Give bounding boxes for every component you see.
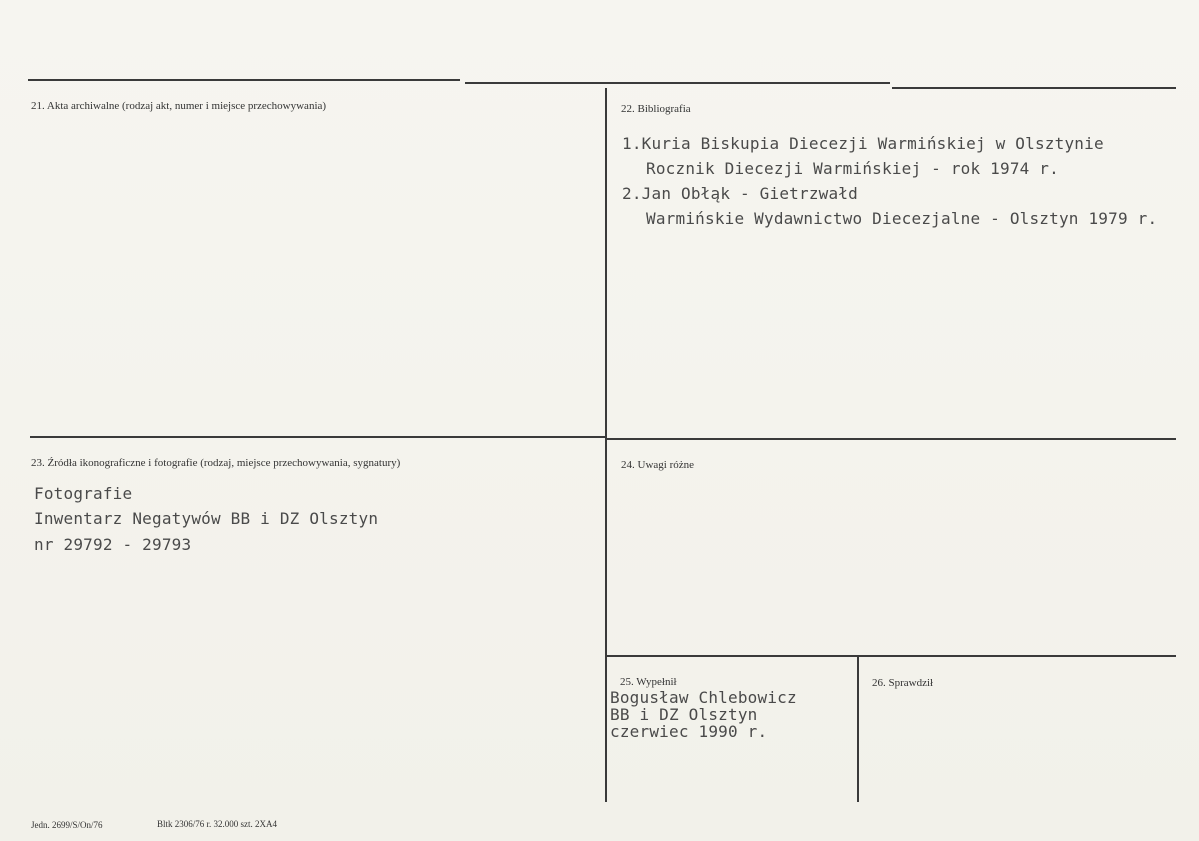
section-22-label: 22. Bibliografia (621, 103, 691, 115)
bibliography-line-1: 1.Kuria Biskupia Diecezji Warmińskiej w Olsztynie (622, 134, 1104, 153)
signature-divider (857, 657, 859, 802)
footer-left: Jedn. 2699/S/On/76 (31, 820, 103, 830)
section-21-label: 21. Akta archiwalne (rodzaj akt, numer i miejsce przechowywania) (31, 100, 327, 112)
footer-right: Bltk 2306/76 r. 32.000 szt. 2XA4 (157, 819, 278, 829)
middle-rule-right (607, 438, 1176, 440)
filled-by-line-3: czerwiec 1990 r. (610, 722, 768, 741)
top-rule-right (892, 87, 1176, 89)
bibliography-line-3: 2.Jan Obłąk - Gietrzwałd (622, 184, 858, 203)
bibliography-line-4: Warmińskie Wydawnictwo Diecezjalne - Olsztyn 1979 r. (646, 209, 1158, 228)
section-23-label: 23. Źródła ikonograficzne i fotografie (rodzaj, miejsce przechowywania, sygnatury) (31, 457, 401, 469)
center-divider (605, 88, 607, 802)
top-rule-middle (465, 82, 890, 84)
section-24-label: 24. Uwagi różne (621, 459, 695, 471)
top-rule-left (28, 79, 460, 81)
bibliography-line-2: Rocznik Diecezji Warmińskiej - rok 1974 r. (646, 159, 1059, 178)
iconography-line-2: Inwentarz Negatywów BB i DZ Olsztyn (34, 509, 379, 528)
filled-by-line-2: BB i DZ Olsztyn (610, 705, 758, 724)
iconography-line-1: Fotografie (34, 484, 133, 503)
signature-box-rule (607, 655, 1176, 657)
filled-by-line-1: Bogusław Chlebowicz (610, 688, 797, 707)
section-25-label: 25. Wypełnił (620, 676, 677, 688)
middle-rule-left (30, 436, 605, 438)
section-26-label: 26. Sprawdził (872, 677, 934, 689)
iconography-line-3: nr 29792 - 29793 (34, 535, 192, 554)
